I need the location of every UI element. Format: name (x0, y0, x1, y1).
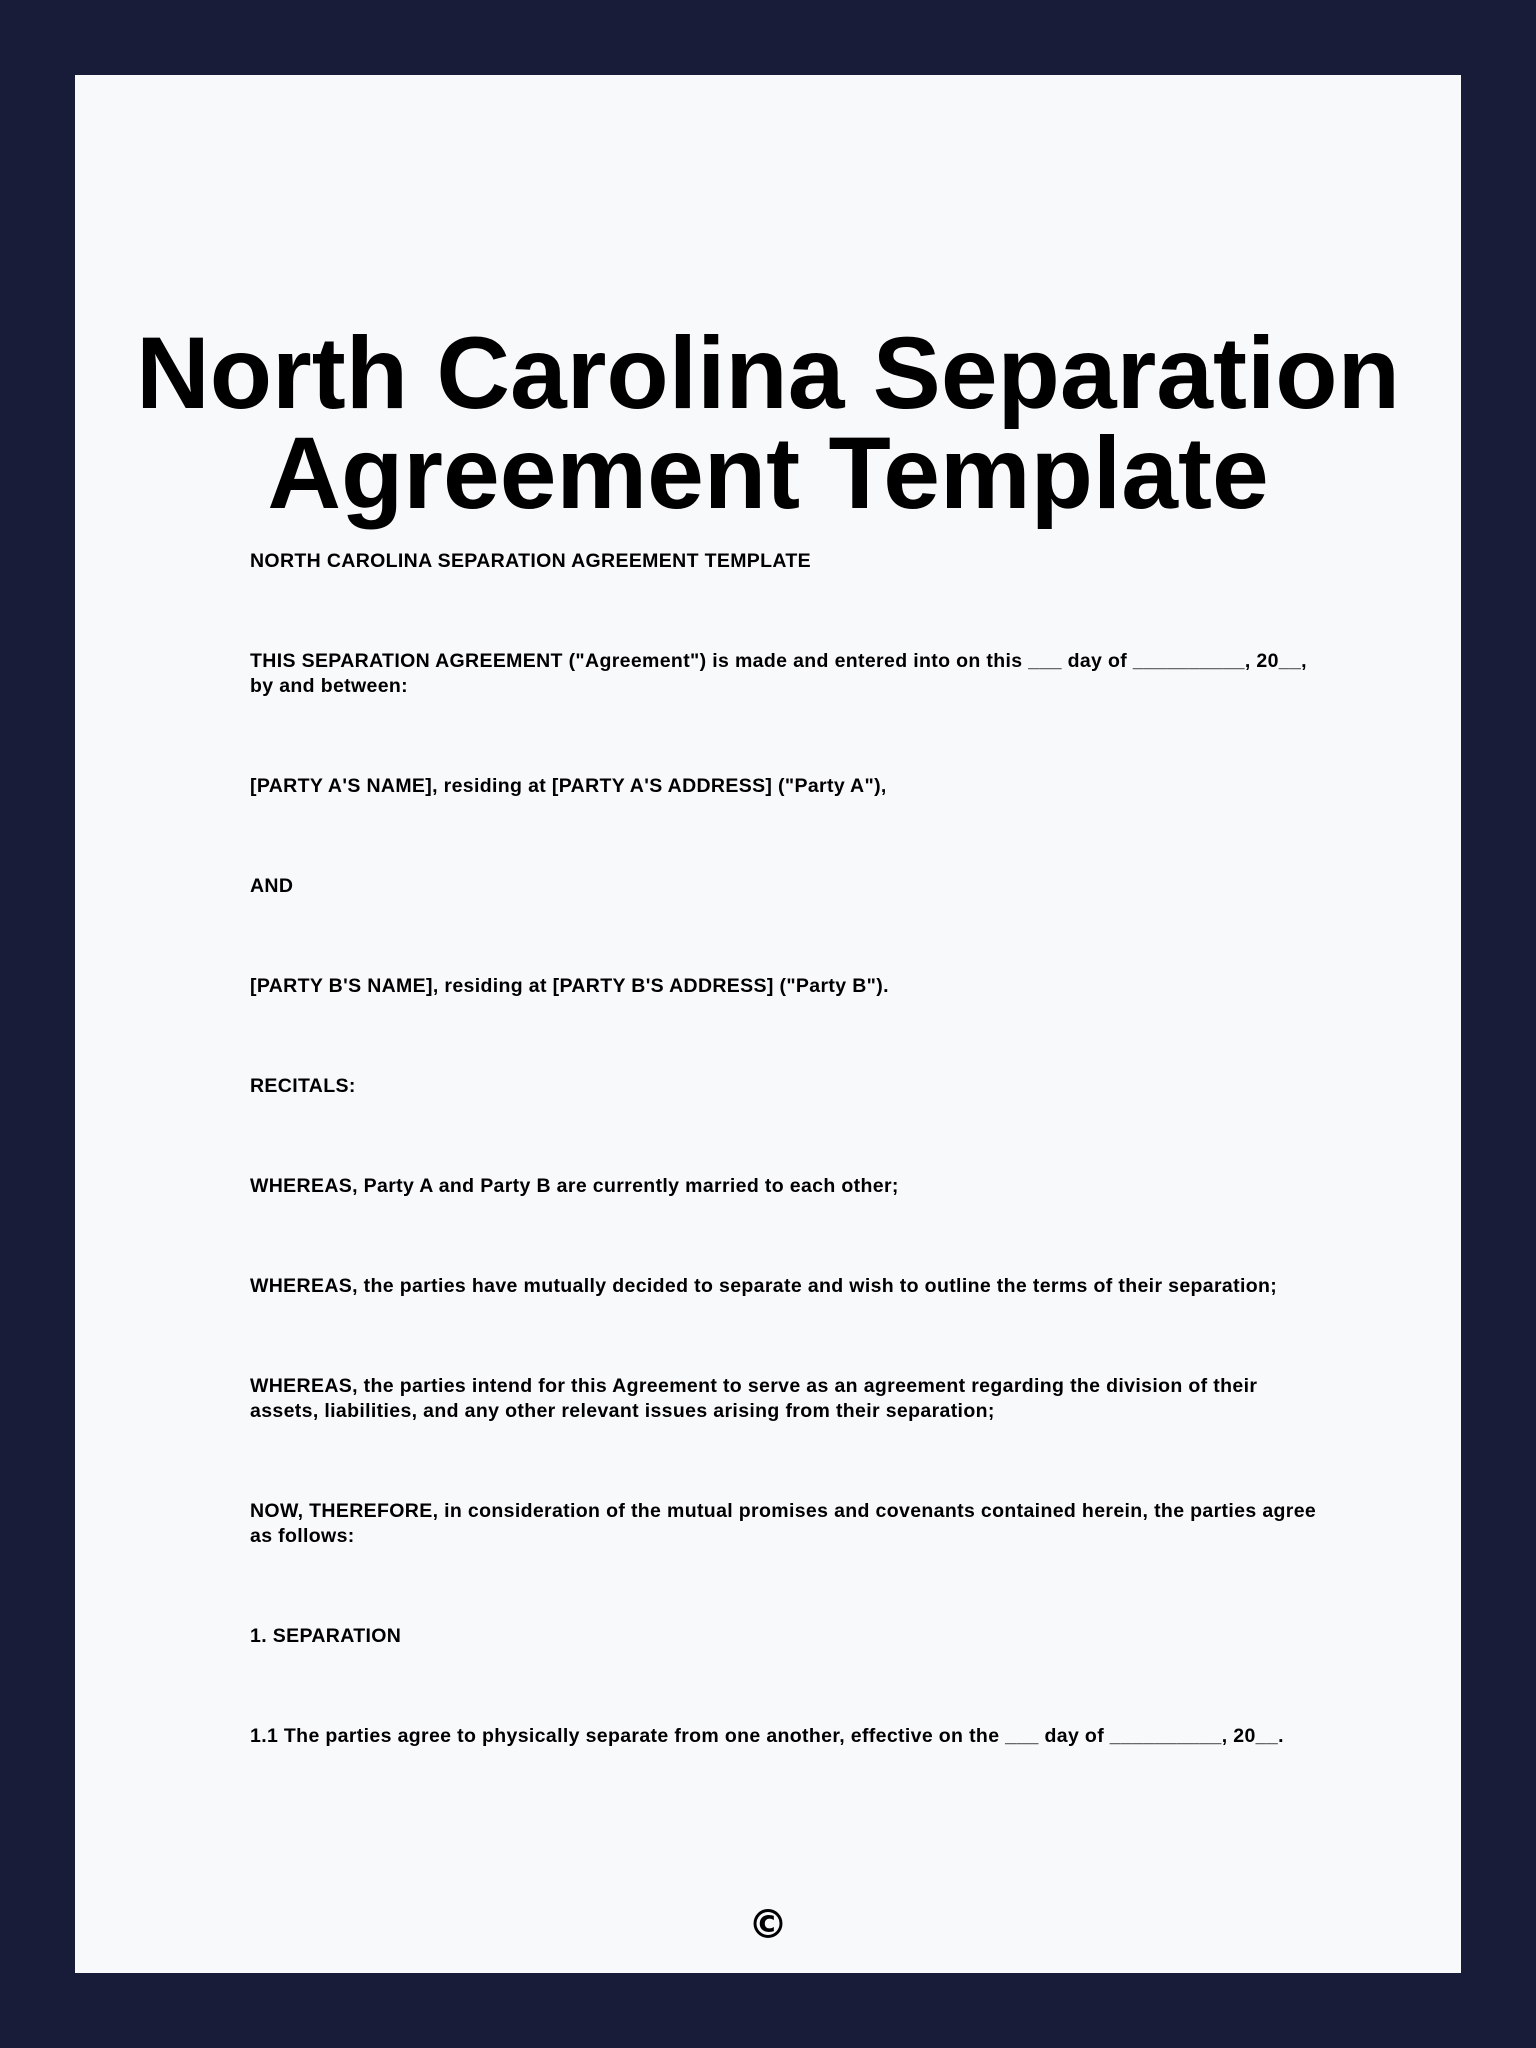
paragraph-intro: THIS SEPARATION AGREEMENT ("Agreement") is made and entered into on this ___ day of __________, 20__, by and between: (250, 650, 1307, 697)
document-page (75, 75, 1461, 1973)
recital-division: WHEREAS, the parties intend for this Agreement to serve as an agreement regarding the division of their assets, liabilities, and any other relevant issues arising from their separation; (250, 1375, 1258, 1422)
document-title (75, 316, 1461, 530)
paragraph-now-therefore: NOW, THEREFORE, in consideration of the mutual promises and covenants contained herein, the parties agree as follows: (250, 1500, 1317, 1547)
recitals-heading: RECITALS: (250, 1075, 356, 1097)
section-separation-heading: 1. SEPARATION (250, 1625, 402, 1647)
paragraph-and: AND (250, 875, 294, 897)
recital-separate: WHEREAS, the parties have mutually decided to separate and wish to outline the terms of their separation; (250, 1275, 1278, 1297)
paragraph-party-a: [PARTY A'S NAME], residing at [PARTY A'S ADDRESS] ("Party A"), (250, 775, 887, 797)
clause-1-1: 1.1 The parties agree to physically separate from one another, effective on the ___ day of __________, 20__. (250, 1725, 1284, 1747)
copyright-icon: © (748, 1902, 788, 1948)
title-line-1: North Carolina Separation (136, 316, 1400, 430)
document-heading: NORTH CAROLINA SEPARATION AGREEMENT TEMPLATE (250, 550, 812, 572)
recital-married: WHEREAS, Party A and Party B are currently married to each other; (250, 1175, 899, 1197)
title-line-2: Agreement Template (267, 416, 1269, 530)
paragraph-party-b: [PARTY B'S NAME], residing at [PARTY B'S ADDRESS] ("Party B"). (250, 975, 889, 997)
